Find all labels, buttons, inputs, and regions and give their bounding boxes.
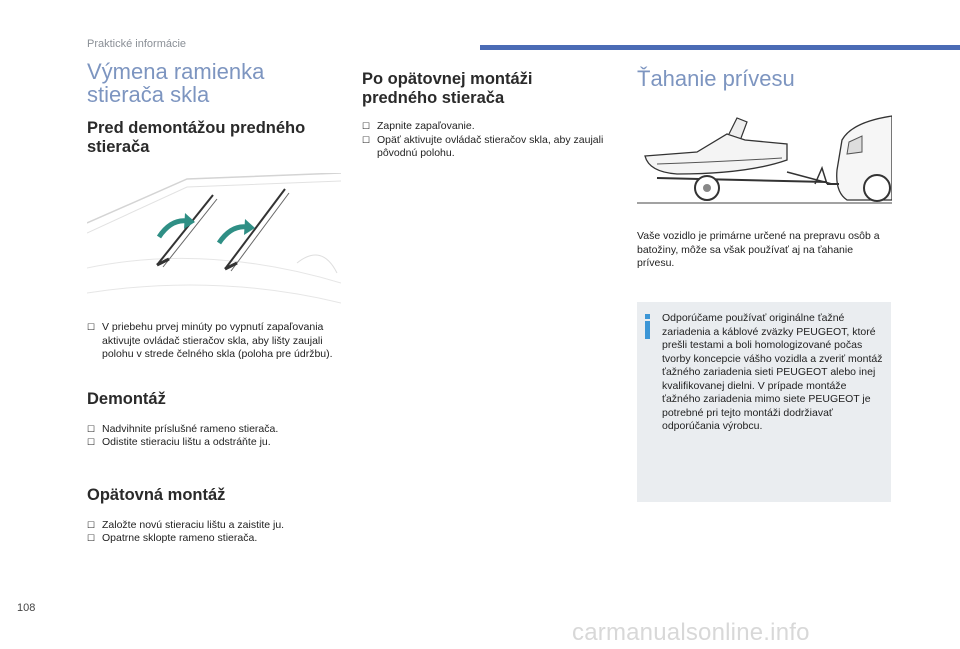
towing-paragraph: Vaše vozidlo je primárne určené na prepravu osôb a batožiny, môže sa však používať aj na ťahanie prívesu. [637,230,880,269]
heading-removal: Demontáž [87,389,166,408]
list-item: ☐ Opäť aktivujte ovládač stieračov skla, aby zaujali pôvodnú polohu. [362,133,604,159]
jet-ski [645,118,787,174]
check-box-icon: ☐ [87,519,96,530]
info-icon [645,314,651,339]
list-item: ☐ Nadvihnite príslušné rameno stierača. [87,422,279,435]
check-box-icon: ☐ [362,121,371,131]
towing-illustration [637,112,892,212]
list-item: ☐ Zapnite zapaľovanie. [362,120,475,132]
heading-after-refit: Po opätovnej montáži predného stierača [362,70,533,107]
info-box [637,302,891,502]
heading-refit: Opätovná montáž [87,485,226,504]
check-box-icon: ☐ [87,437,96,447]
info-text: Odporúčame používať originálne ťažné zariadenia a káblové zväzky PEUGEOT, ktoré prešli testami a boli homologizované počas tvorby koncepcie vášho vozidla a zveriť montáž ťažného zariadenia sieti PEUGEOT alebo inej kvalifikovanej dielni. V prípade montáže ťažného zariadenia mimo siete PEUGEOT je potrebné pri tejto montáži dodržiavať odporúčania výrobcu. [662,312,883,432]
column-towing [637,60,892,271]
watermark: carmanualsonline.info [572,619,810,646]
header-bar [480,45,960,50]
list-item: ☐ Odistite stieraciu lištu a odstráňte ju. [87,436,271,448]
column-after-refit [362,70,614,161]
list-before-removal [87,321,339,362]
check-box-icon: ☐ [87,423,96,434]
list-item: ☐ Opatrne sklopte rameno stierača. [87,532,258,544]
check-box-icon: ☐ [87,533,96,543]
list-item: ☐ Založte novú stieraciu lištu a zaistite ju. [87,518,285,531]
check-box-icon: ☐ [362,134,371,145]
section-label: Praktické informácie [87,38,187,50]
title-wiper: Výmena ramienka stierača skla [87,59,265,107]
list-after-refit [362,120,614,161]
wiper-illustration [87,173,341,307]
list-refit [87,519,339,546]
curved-arrow-icon [219,219,255,243]
page-number: 108 [17,602,36,614]
title-towing: Ťahanie prívesu [637,66,795,91]
heading-before-removal: Pred demontážou predného stierača [87,119,306,156]
list-removal [87,423,339,450]
check-box-icon: ☐ [87,322,96,332]
car-rear [827,116,892,201]
column-wiper [87,60,339,546]
list-item: ☐ V priebehu prvej minúty po vypnutí zapaľovania aktivujte ovládač stieračov skla, aby lišty zaujali polohu v strede čelného skla (poloha pre údržbu). [87,321,333,360]
